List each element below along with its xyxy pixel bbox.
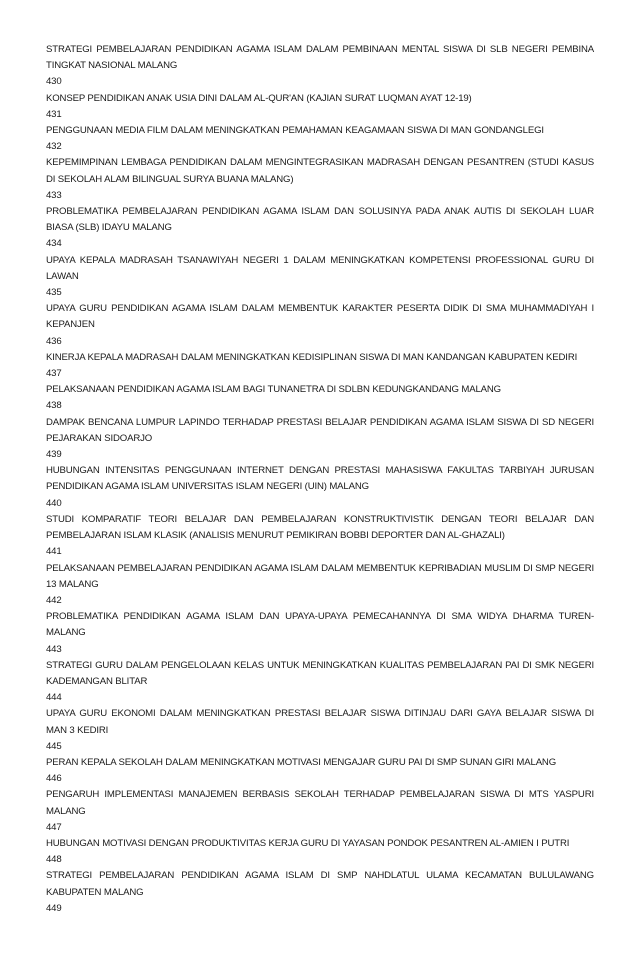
entry-title: STRATEGI GURU DALAM PENGELOLAAN KELAS UNTUK MENINGKATKAN KUALITAS PEMBELAJARAN PAI DI SMK NEGERI KADEMANGAN BLITAR — [46, 659, 594, 687]
document-page — [46, 42, 594, 917]
entry-number: 438 — [46, 400, 62, 412]
entry-number: 442 — [46, 594, 62, 606]
entry-number: 432 — [46, 141, 62, 153]
entry-title: UPAYA GURU PENDIDIKAN AGAMA ISLAM DALAM MEMBENTUK KARAKTER PESERTA DIDIK DI SMA MUHAMMADIYAH I KEPANJEN — [46, 303, 594, 331]
entry-number: 431 — [46, 108, 62, 120]
entry-number: 444 — [46, 692, 62, 704]
entry-title: PELAKSANAAN PENDIDIKAN AGAMA ISLAM BAGI TUNANETRA DI SDLBN KEDUNGKANDANG MALANG — [46, 384, 501, 396]
entry-title: HUBUNGAN INTENSITAS PENGGUNAAN INTERNET DENGAN PRESTASI MAHASISWA FAKULTAS TARBIYAH JURUSAN PENDIDIKAN AGAMA ISLAM UNIVERSITAS ISLAM NEGERI (UIN) MALANG — [46, 465, 594, 493]
entry-number: 440 — [46, 497, 62, 509]
entry-number: 448 — [46, 854, 62, 866]
entry-title: PENGARUH IMPLEMENTASI MANAJEMEN BERBASIS SEKOLAH TERHADAP PEMBELAJARAN SISWA DI MTS YASPURI MALANG — [46, 789, 594, 817]
entry-title: STUDI KOMPARATIF TEORI BELAJAR DAN PEMBELAJARAN KONSTRUKTIVISTIK DENGAN TEORI BELAJAR DAN PEMBELAJARAN ISLAM KLASIK (ANALISIS MENURUT PEMIKIRAN BOBBI DEPORTER DAN AL-GHAZALI) — [46, 513, 594, 542]
entry-title: PENGGUNAAN MEDIA FILM DALAM MENINGKATKAN PEMAHAMAN KEAGAMAAN SISWA DI MAN GONDANGLEGI — [46, 125, 544, 137]
entry-title: PERAN KEPALA SEKOLAH DALAM MENINGKATKAN MOTIVASI MENGAJAR GURU PAI DI SMP SUNAN GIRI MALANG — [46, 756, 557, 768]
entry-title: STRATEGI PEMBELAJARAN PENDIDIKAN AGAMA ISLAM DI SMP NAHDLATUL ULAMA KECAMATAN BULULAWANG KABUPATEN MALANG — [46, 870, 594, 898]
entry-title: STRATEGI PEMBELAJARAN PENDIDIKAN AGAMA ISLAM DALAM PEMBINAAN MENTAL SISWA DI SLB NEGERI PEMBINA TINGKAT NASIONAL MALANG — [46, 44, 594, 72]
entry-number: 434 — [46, 238, 62, 250]
entry-title: UPAYA GURU EKONOMI DALAM MENINGKATKAN PRESTASI BELAJAR SISWA DITINJAU DARI GAYA BELAJAR SISWA DI MAN 3 KEDIRI — [46, 708, 594, 736]
entry-number: 446 — [46, 773, 62, 785]
entry-number: 441 — [46, 546, 62, 558]
entry-number: 436 — [46, 335, 62, 347]
entry-number: 445 — [46, 740, 62, 752]
entry-number: 430 — [46, 76, 62, 88]
entry-number: 439 — [46, 449, 62, 461]
entry-title: UPAYA KEPALA MADRASAH TSANAWIYAH NEGERI 1 DALAM MENINGKATKAN KOMPETENSI PROFESSIONAL GURU DI LAWAN — [46, 254, 594, 282]
entry-title: KONSEP PENDIDIKAN ANAK USIA DINI DALAM AL-QUR'AN (KAJIAN SURAT LUQMAN AYAT 12-19) — [46, 92, 472, 104]
entry-number: 447 — [46, 821, 62, 833]
entry-number: 435 — [46, 287, 62, 299]
entry-title: HUBUNGAN MOTIVASI DENGAN PRODUKTIVITAS KERJA GURU DI YAYASAN PONDOK PESANTREN AL-AMIEN I PUTRI — [46, 837, 570, 849]
entry-title: PELAKSANAAN PEMBELAJARAN PENDIDIKAN AGAMA ISLAM DALAM MEMBENTUK KEPRIBADIAN MUSLIM DI SMP NEGERI 13 MALANG — [46, 562, 594, 590]
entry-title: PROBLEMATIKA PENDIDIKAN AGAMA ISLAM DAN UPAYA-UPAYA PEMECAHANNYA DI SMA WIDYA DHARMA TUREN-MALANG — [46, 611, 594, 639]
entry-title: KINERJA KEPALA MADRASAH DALAM MENINGKATKAN KEDISIPLINAN SISWA DI MAN KANDANGAN KABUPATEN KEDIRI — [46, 351, 578, 363]
entry-number: 443 — [46, 643, 62, 655]
entry-title: DAMPAK BENCANA LUMPUR LAPINDO TERHADAP PRESTASI BELAJAR PENDIDIKAN AGAMA ISLAM SISWA DI SD NEGERI PEJARAKAN SIDOARJO — [46, 416, 594, 444]
entry-title: KEPEMIMPINAN LEMBAGA PENDIDIKAN DALAM MENGINTEGRASIKAN MADRASAH DENGAN PESANTREN (STUDI KASUS DI SEKOLAH ALAM BILINGUAL SURYA BUANA MALANG) — [46, 157, 594, 185]
entry-number: 437 — [46, 368, 62, 380]
entry-number: 433 — [46, 189, 62, 201]
entry-number: 449 — [46, 902, 62, 914]
entry-title: PROBLEMATIKA PEMBELAJARAN PENDIDIKAN AGAMA ISLAM DAN SOLUSINYA PADA ANAK AUTIS DI SEKOLAH LUAR BIASA (SLB) IDAYU MALANG — [46, 206, 594, 234]
